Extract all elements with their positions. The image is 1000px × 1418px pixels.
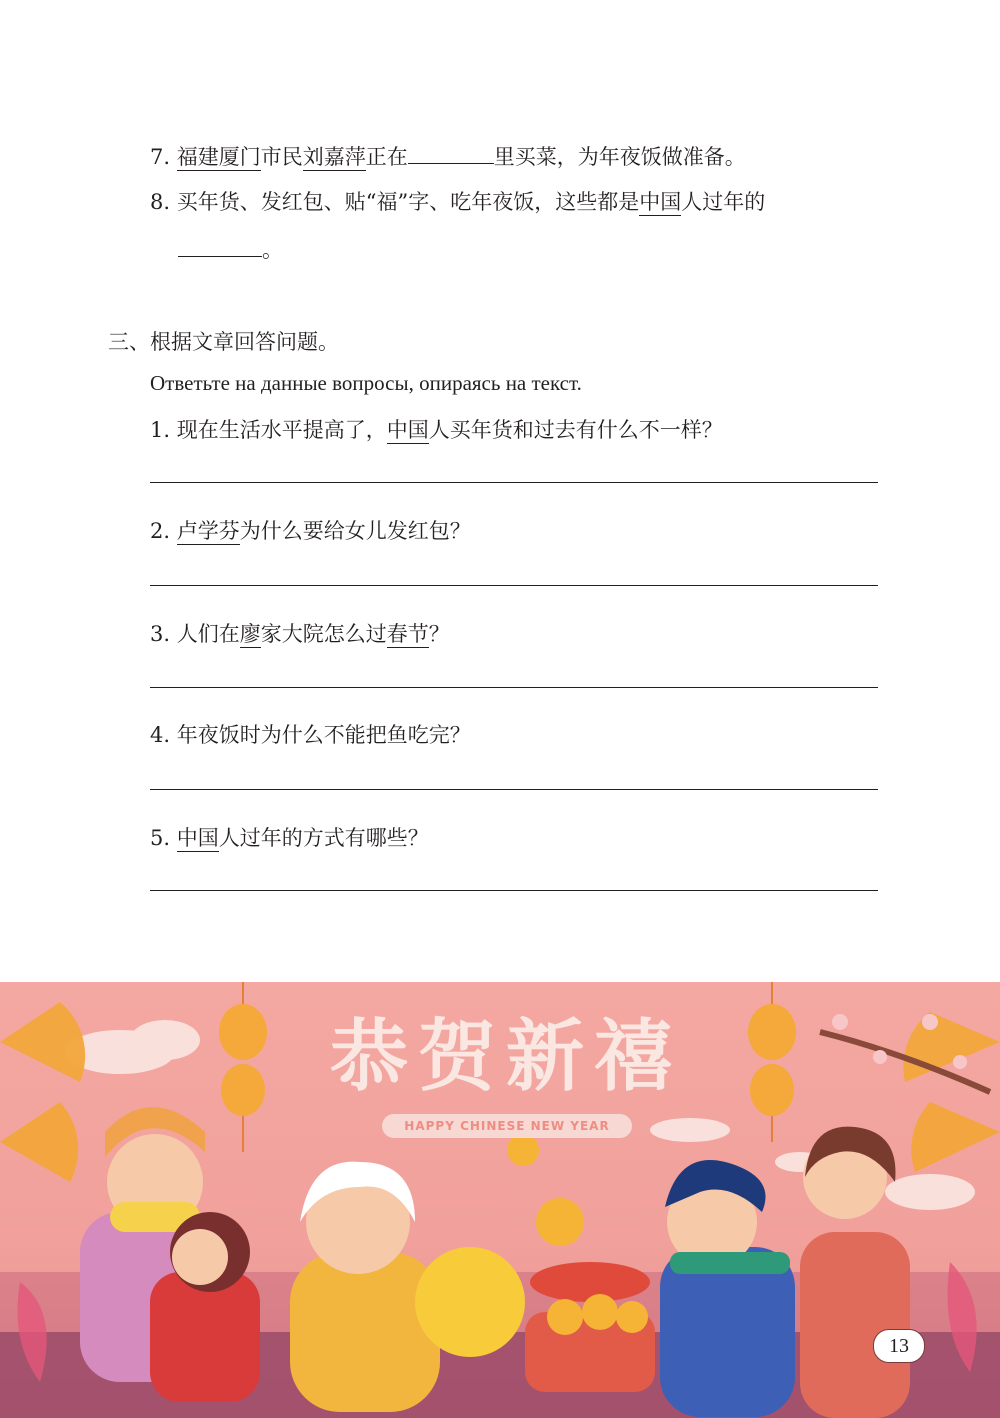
- question-4: [150, 721, 471, 749]
- proper-noun: 福建: [176, 145, 219, 169]
- banner-subtitle: HAPPY CHINESE NEW YEAR: [382, 1114, 632, 1138]
- question-7: [150, 143, 746, 171]
- section-subheading: Ответьте на данные вопросы, опираясь на текст.: [150, 371, 582, 395]
- text: 为什么要给女儿发红包？: [239, 519, 471, 543]
- question-number: 8.: [150, 190, 171, 214]
- question-number: 2.: [150, 519, 171, 543]
- answer-line[interactable]: [150, 687, 878, 688]
- question-number: 1.: [150, 418, 171, 442]
- new-year-banner: [0, 982, 1000, 1418]
- text: 现在生活水平提高了，: [176, 418, 387, 442]
- text: ？: [428, 622, 450, 646]
- text: 买年货、发红包、贴“福”字、吃年夜饭，这些都是: [176, 190, 640, 214]
- question-number: 5.: [150, 826, 171, 850]
- question-1: [150, 416, 723, 444]
- proper-noun: 中国: [639, 190, 682, 214]
- text: 人过年的方式有哪些？: [218, 826, 429, 850]
- question-5: [150, 824, 429, 852]
- text: 家大院怎么过: [260, 622, 387, 646]
- text: 人们在: [176, 622, 240, 646]
- text: 正在: [365, 145, 408, 169]
- section-heading: 三、根据文章回答问题。: [108, 330, 339, 354]
- text: 年夜饭时为什么不能把鱼吃完？: [176, 723, 471, 747]
- answer-blank[interactable]: [178, 236, 262, 257]
- woman-figure: [800, 1127, 910, 1418]
- question-2: [150, 517, 471, 545]
- answer-line[interactable]: [150, 789, 878, 790]
- question-number: 4.: [150, 723, 171, 747]
- answer-line[interactable]: [150, 890, 878, 891]
- question-8-continued: [178, 236, 283, 264]
- question-8: [150, 188, 765, 216]
- proper-noun: 中国: [176, 826, 219, 850]
- proper-noun: 廖: [239, 622, 261, 646]
- question-number: 7.: [150, 145, 171, 169]
- page-number: 13: [873, 1329, 925, 1363]
- question-number: 3.: [150, 622, 171, 646]
- text: 人过年的: [681, 190, 766, 214]
- proper-noun: 厦门: [218, 145, 261, 169]
- text: 人买年货和过去有什么不一样？: [428, 418, 723, 442]
- question-3: [150, 620, 450, 648]
- text: 市民: [260, 145, 303, 169]
- answer-blank[interactable]: [408, 143, 494, 164]
- proper-noun: 刘嘉萍: [302, 145, 366, 169]
- proper-noun: 春节: [386, 622, 429, 646]
- proper-noun: 卢学芬: [176, 519, 240, 543]
- text: 里买菜，为年夜饭做准备。: [493, 145, 746, 169]
- proper-noun: 中国: [386, 418, 429, 442]
- text: 。: [262, 238, 283, 262]
- young-man-figure: [660, 1160, 795, 1417]
- answer-line[interactable]: [150, 482, 878, 483]
- banner-title: 恭贺新禧: [330, 1012, 683, 1102]
- gift-box: [525, 1262, 655, 1392]
- answer-line[interactable]: [150, 585, 878, 586]
